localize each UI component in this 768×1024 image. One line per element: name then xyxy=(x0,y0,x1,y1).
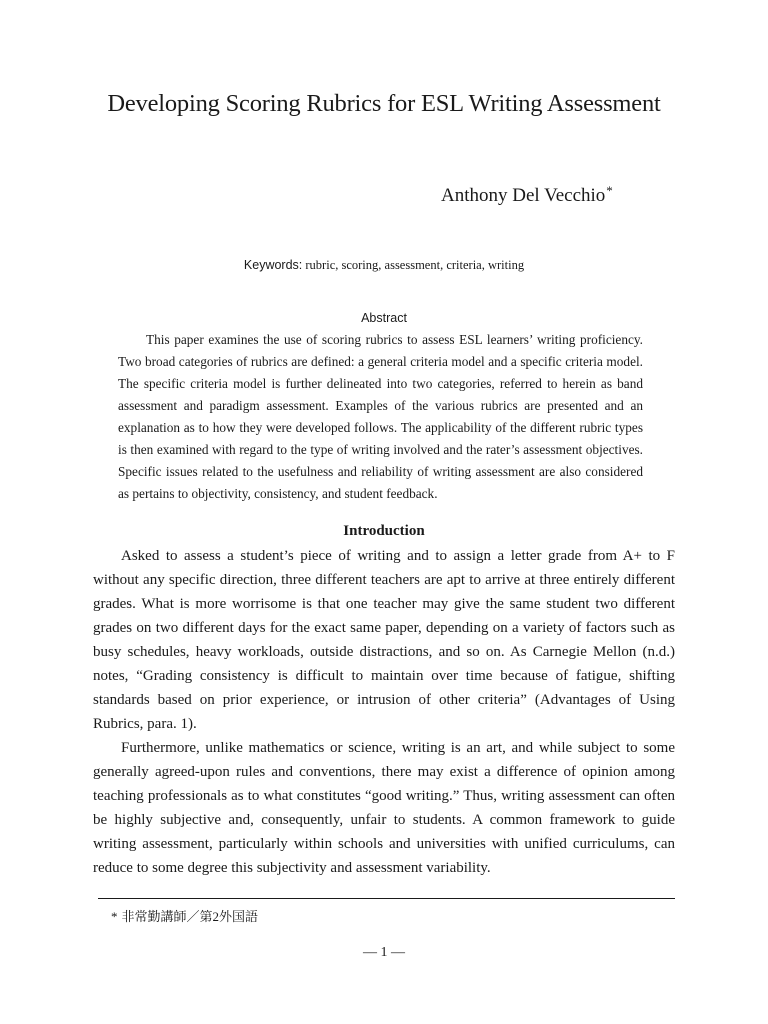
keywords-list: rubric, scoring, assessment, criteria, writing xyxy=(305,258,525,272)
paper-title: Developing Scoring Rubrics for ESL Writing Assessment xyxy=(107,90,661,117)
page-number: — 1 — xyxy=(363,945,405,960)
author-name: Anthony Del Vecchio xyxy=(441,185,606,206)
abstract-text: This paper examines the use of scoring rubrics to assess ESL learners’ writing proficiency. Two broad categories of rubrics are defined: a general criteria model and a specific criteria model. The specific criteria model is further delineated into two categories, referred to herein as band assessment and paradigm assessment. Examples of the various rubrics are presented and an explanation as to how they were developed follows. The applicability of the different rubric types is then examined with regard to the type of writing involved and the rater’s assessment objectives. Specific issues related to the usefulness and reliability of writing assessment are also considered as pertains to objectivity, consistency, and student feedback. xyxy=(118,332,643,501)
introduction-paragraph: Furthermore, unlike mathematics or science, writing is an art, and while subject to some generally agreed-upon rules and conventions, there may exist a difference of opinion among teaching professionals as to what constitutes “good writing.” Thus, writing assessment can often be highly subjective and, consequently, unfair to students. A common framework to guide writing assessment, particularly within schools and universities with unified curriculums, can reduce to some degree this subjectivity and assessment variability. xyxy=(93,740,675,876)
introduction-body xyxy=(93,544,675,880)
author-line xyxy=(441,183,613,207)
footnote-text: 非常勤講師／第2外国語 xyxy=(121,909,259,924)
footnote-divider xyxy=(98,898,675,899)
introduction-heading: Introduction xyxy=(343,523,425,539)
author-footnote-mark: * xyxy=(606,183,613,198)
footnote-mark: * xyxy=(111,909,118,924)
keywords-label: Keywords: xyxy=(243,258,303,272)
introduction-paragraph: Asked to assess a student’s piece of writing and to assign a letter grade from A+ to F without any specific direction, three different teachers are apt to arrive at three entirely different grades. What is more worrisome is that one teacher may give the same student two different grades on two different days for the exact same paper, depending on a variety of factors such as busy schedules, heavy workloads, outside distractions, and so on. As Carnegie Mellon (n.d.) notes, “Grading consistency is difficult to maintain over time because of fatigue, shifting standards based on prior experience, or intrusion of other criteria” (Advantages of Using Rubrics, para. 1). xyxy=(93,548,675,732)
abstract-heading: Abstract xyxy=(361,311,407,325)
keywords-line xyxy=(0,258,768,273)
footnote xyxy=(111,906,258,925)
